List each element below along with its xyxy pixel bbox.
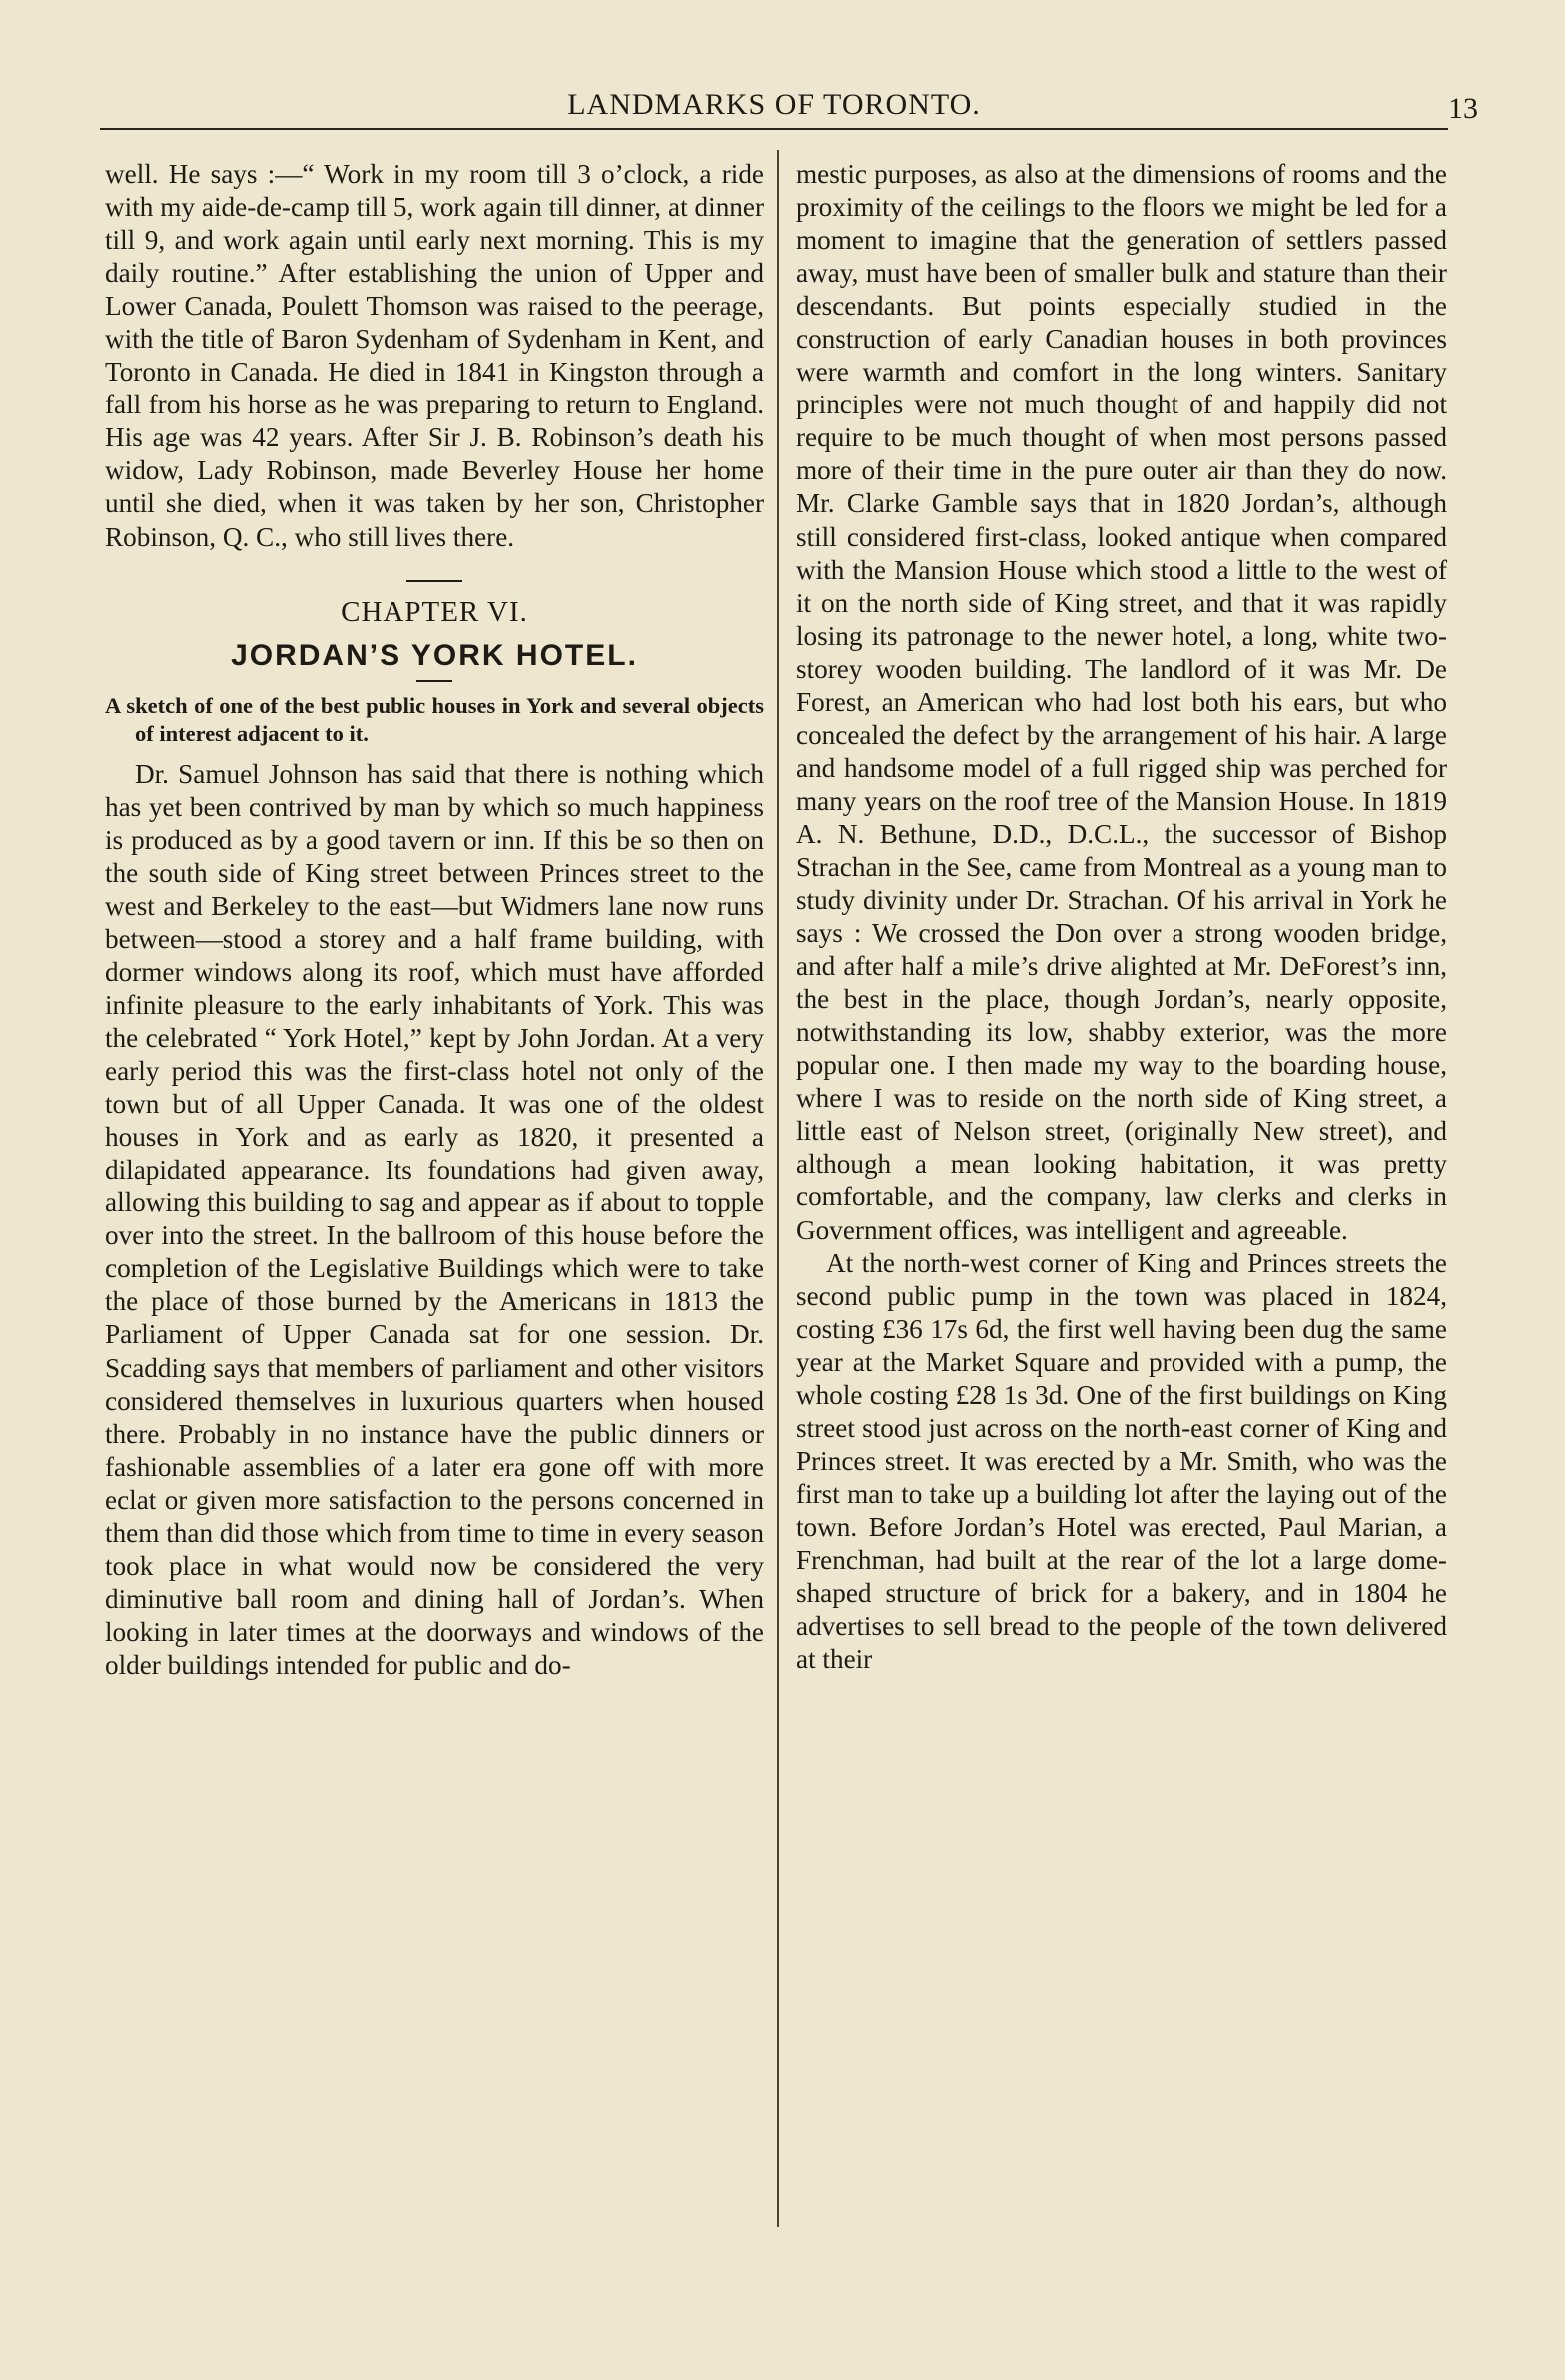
paragraph-sydenham: well. He says :—“ Work in my room till 3 o’clock, a ride with my aide-de-camp till 5, work again till dinner, at dinner till 9, and work again until early next morning. This is my daily routine.” After establishing the union of Upper and Lower Canada, Poulett Thomson was raised to the peerage, with the title of Baron Sydenham of Sydenham in Kent, and Toronto in Canada. He died in 1841 in Kingston through a fall from his horse as he was preparing to return to England. His age was 42 years. After Sir J. B. Robinson’s death his widow, Lady Robinson, made Beverley House her home until she died, when it was taken by her son, Christopher Robinson, Q. C., who still lives there. xyxy=(105,159,764,552)
chapter-title: JORDAN’S YORK HOTEL. xyxy=(231,638,638,672)
chapter-summary: A sketch of one of the best public houses in York and several objects of interest adjacent to it. xyxy=(105,692,764,746)
paragraph-jordans-hotel: Dr. Samuel Johnson has said that there is nothing which has yet been contrived by man by which so much happiness is produced as by a good tavern or inn. If this be so then on the south side of King street between Princes street to the west and Berkeley to the east—but Widmers lane now runs between—stood a storey and a half frame building, with dormer windows along its roof, which must have afforded infinite pleasure to the early inhabitants of York. This was the celebrated “ York Hotel,” kept by John Jordan. At a very early period this was the first-class hotel not only of the town but of all Upper Canada. It was one of the oldest houses in York and as early as 1820, it presented a dilapidated appearance. Its foundations had given away, allowing this building to sag and appear as if about to topple over into the street. In the ballroom of this house before the completion of the Legislative Buildings which were to take the place of those burned by the Americans in 1813 the Parliament of Upper Canada sat for one session. Dr. Scadding says that members of parliament and other visitors considered themselves in luxurious quarters when housed there. Probably in no instance have the public dinners or fashionable assemblies of a later era gone off with more eclat or given more satisfaction to the persons concerned in them than did those which from time to time in every season took place in what would now be considered the very diminutive ball room and dining hall of Jordan’s. When looking in later times at the doorways and windows of the older buildings intended for public and do- xyxy=(105,758,764,1680)
section-rule xyxy=(406,580,462,582)
running-title: LANDMARKS OF TORONTO. xyxy=(567,88,981,121)
title-rule xyxy=(416,680,452,682)
header-rule xyxy=(100,128,1448,130)
left-column xyxy=(105,158,764,1682)
chapter-number: CHAPTER VI. xyxy=(341,595,528,628)
chapter-heading xyxy=(105,580,764,682)
running-header xyxy=(100,88,1478,128)
paragraph-public-pump: At the north-west corner of King and Princes streets the second public pump in the town was placed in 1824, costing £36 17s 6d, the first well having been dug the same year at the Market Square and provided with a pump, the whole costing £28 1s 3d. One of the first buildings on King street stood just across on the north-east corner of King and Princes street. It was erected by a Mr. Smith, who was the first man to take up a building lot after the laying out of the town. Before Jordan’s Hotel was erected, Paul Marian, a Frenchman, had built at the rear of the lot a large dome-shaped structure of brick for a bakery, and in 1804 he advertises to sell bread to the people of the town delivered at their xyxy=(796,1247,1447,1675)
page-number: 13 xyxy=(1448,92,1478,125)
column-divider xyxy=(777,150,779,2227)
paragraph-domestic-purposes: mestic purposes, as also at the dimensions of rooms and the proximity of the ceilings to the floors we might be led for a moment to imagine that the generation of settlers passed away, must have been of smaller bulk and stature than their descendants. But points especially studied in the construction of early Canadian houses in both provinces were warmth and comfort in the long winters. Sanitary principles were not much thought of and happily did not require to be much thought of when most persons passed more of their time in the pure outer air than they do now. Mr. Clarke Gamble says that in 1820 Jordan’s, although still considered first-class, looked antique when compared with the Mansion House which stood a little to the west of it on the north side of King street, and that it was rapidly losing its patronage to the newer hotel, a long, white two-storey wooden building. The landlord of it was Mr. De Forest, an American who had lost both his ears, but who concealed the defect by the arrangement of his hair. A large and handsome model of a full rigged ship was perched for many years on the roof tree of the Mansion House. In 1819 A. N. Bethune, D.D., D.C.L., the successor of Bishop Strachan in the See, came from Montreal as a young man to study divinity under Dr. Strachan. Of his arrival in York he says : We crossed the Don over a strong wooden bridge, and after half a mile’s drive alighted at Mr. DeForest’s inn, the best in the place, though Jordan’s, nearly opposite, notwithstanding its low, shabby exterior, was the more popular one. I then made my way to the boarding house, where I was to reside on the north side of King street, a little east of Nelson street, (originally New street), and although a mean looking habitation, it was pretty comfortable, and the company, law clerks and clerks in Government offices, was intelligent and agreeable. xyxy=(796,159,1447,1245)
right-column xyxy=(796,158,1447,1676)
